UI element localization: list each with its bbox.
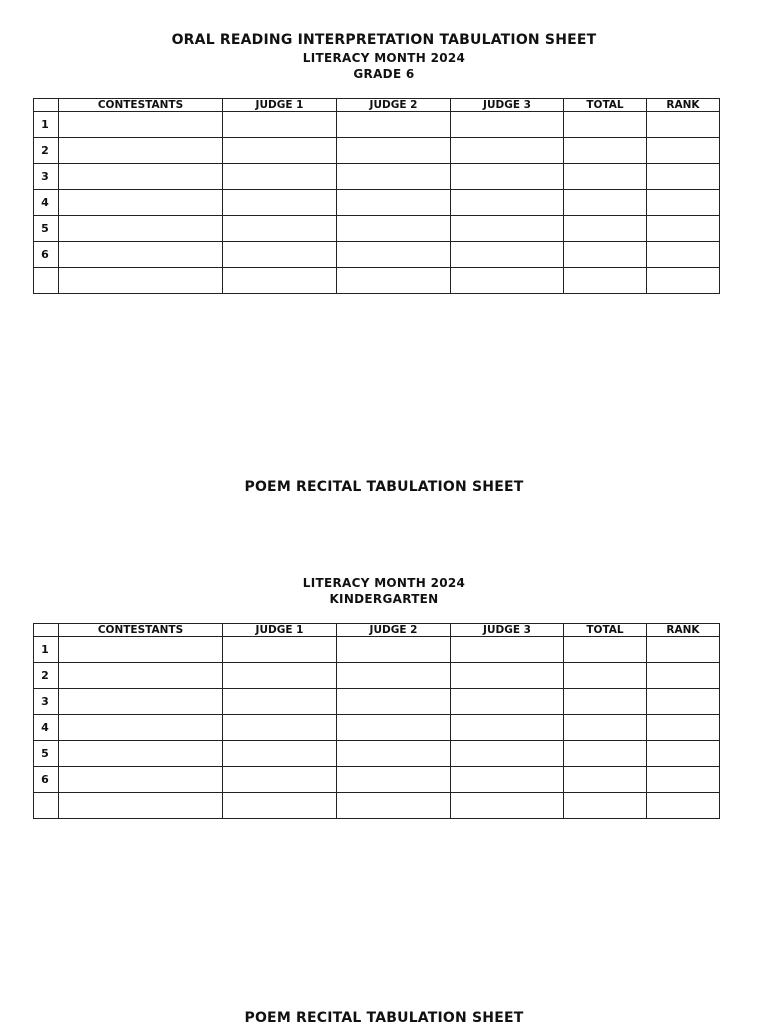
sheet-title-poem-recital-next: POEM RECITAL TABULATION SHEET xyxy=(244,1010,524,1026)
judge-2-cell[interactable] xyxy=(337,190,451,216)
table-row xyxy=(34,138,720,164)
judge-2-cell[interactable] xyxy=(337,112,451,138)
judge-1-cell[interactable] xyxy=(223,190,337,216)
header-rank: RANK xyxy=(647,99,720,112)
table-row xyxy=(34,268,720,294)
judge-3-cell[interactable] xyxy=(451,663,564,689)
grade-subtitle: GRADE 6 xyxy=(353,67,415,81)
judge-1-cell[interactable] xyxy=(223,112,337,138)
event-subtitle: LITERACY MONTH 2024 xyxy=(302,51,466,65)
total-cell[interactable] xyxy=(564,164,647,190)
judge-1-cell[interactable] xyxy=(223,216,337,242)
judge-2-cell[interactable] xyxy=(337,242,451,268)
judge-1-cell[interactable] xyxy=(223,715,337,741)
header-judge-2: JUDGE 2 xyxy=(337,99,451,112)
header-judge-3: JUDGE 3 xyxy=(451,99,564,112)
row-number: 5 xyxy=(34,216,59,242)
total-cell[interactable] xyxy=(564,112,647,138)
total-cell[interactable] xyxy=(564,715,647,741)
contestant-cell[interactable] xyxy=(59,663,223,689)
row-number xyxy=(34,268,59,294)
header-contestants: CONTESTANTS xyxy=(59,624,223,637)
rank-cell[interactable] xyxy=(647,741,720,767)
contestant-cell[interactable] xyxy=(59,112,223,138)
judge-3-cell[interactable] xyxy=(451,715,564,741)
judge-1-cell[interactable] xyxy=(223,741,337,767)
row-number: 2 xyxy=(34,138,59,164)
total-cell[interactable] xyxy=(564,138,647,164)
judge-2-cell[interactable] xyxy=(337,793,451,819)
total-cell[interactable] xyxy=(564,268,647,294)
table-row xyxy=(34,793,720,819)
judge-1-cell[interactable] xyxy=(223,268,337,294)
row-number: 3 xyxy=(34,164,59,190)
judge-3-cell[interactable] xyxy=(451,112,564,138)
row-number: 4 xyxy=(34,715,59,741)
contestant-cell[interactable] xyxy=(59,190,223,216)
total-cell[interactable] xyxy=(564,190,647,216)
judge-3-cell[interactable] xyxy=(451,637,564,663)
header-total: TOTAL xyxy=(564,99,647,112)
rank-cell[interactable] xyxy=(647,637,720,663)
row-number: 5 xyxy=(34,741,59,767)
judge-2-cell[interactable] xyxy=(337,689,451,715)
judge-2-cell[interactable] xyxy=(337,268,451,294)
judge-3-cell[interactable] xyxy=(451,268,564,294)
table-row xyxy=(34,715,720,741)
judge-3-cell[interactable] xyxy=(451,793,564,819)
header-judge-2: JUDGE 2 xyxy=(337,624,451,637)
contestant-cell[interactable] xyxy=(59,138,223,164)
rank-cell[interactable] xyxy=(647,112,720,138)
judge-3-cell[interactable] xyxy=(451,190,564,216)
judge-2-cell[interactable] xyxy=(337,741,451,767)
table-header-row xyxy=(34,624,720,637)
judge-1-cell[interactable] xyxy=(223,637,337,663)
table-row xyxy=(34,190,720,216)
judge-2-cell[interactable] xyxy=(337,216,451,242)
total-cell[interactable] xyxy=(564,767,647,793)
row-number xyxy=(34,793,59,819)
judge-1-cell[interactable] xyxy=(223,767,337,793)
table-row xyxy=(34,741,720,767)
judge-1-cell[interactable] xyxy=(223,793,337,819)
judge-3-cell[interactable] xyxy=(451,242,564,268)
rank-cell[interactable] xyxy=(647,689,720,715)
judge-3-cell[interactable] xyxy=(451,689,564,715)
judge-2-cell[interactable] xyxy=(337,164,451,190)
table-row xyxy=(34,663,720,689)
table-row xyxy=(34,689,720,715)
judge-2-cell[interactable] xyxy=(337,637,451,663)
table-row xyxy=(34,112,720,138)
table-row xyxy=(34,767,720,793)
rank-cell[interactable] xyxy=(647,793,720,819)
table-row xyxy=(34,242,720,268)
total-cell[interactable] xyxy=(564,637,647,663)
row-number: 6 xyxy=(34,242,59,268)
table-row xyxy=(34,164,720,190)
rank-cell[interactable] xyxy=(647,268,720,294)
rank-cell[interactable] xyxy=(647,242,720,268)
judge-3-cell[interactable] xyxy=(451,767,564,793)
tabulation-table-grade-6 xyxy=(33,98,720,294)
rank-cell[interactable] xyxy=(647,138,720,164)
grade-subtitle: KINDERGARTEN xyxy=(329,592,439,606)
header-judge-3: JUDGE 3 xyxy=(451,624,564,637)
contestant-cell[interactable] xyxy=(59,715,223,741)
event-subtitle: LITERACY MONTH 2024 xyxy=(302,576,466,590)
total-cell[interactable] xyxy=(564,216,647,242)
contestant-cell[interactable] xyxy=(59,741,223,767)
header-rank: RANK xyxy=(647,624,720,637)
contestant-cell[interactable] xyxy=(59,689,223,715)
sheet-title-oral-reading: ORAL READING INTERPRETATION TABULATION SHEET xyxy=(171,32,597,48)
judge-2-cell[interactable] xyxy=(337,715,451,741)
rank-cell[interactable] xyxy=(647,663,720,689)
contestant-cell[interactable] xyxy=(59,242,223,268)
judge-2-cell[interactable] xyxy=(337,663,451,689)
header-number xyxy=(34,99,59,112)
judge-1-cell[interactable] xyxy=(223,689,337,715)
tabulation-table-kindergarten xyxy=(33,623,720,819)
judge-1-cell[interactable] xyxy=(223,242,337,268)
rank-cell[interactable] xyxy=(647,164,720,190)
contestant-cell[interactable] xyxy=(59,164,223,190)
contestant-cell[interactable] xyxy=(59,637,223,663)
table-row xyxy=(34,637,720,663)
table-row xyxy=(34,216,720,242)
rank-cell[interactable] xyxy=(647,767,720,793)
total-cell[interactable] xyxy=(564,793,647,819)
rank-cell[interactable] xyxy=(647,190,720,216)
row-number: 2 xyxy=(34,663,59,689)
judge-1-cell[interactable] xyxy=(223,138,337,164)
judge-1-cell[interactable] xyxy=(223,663,337,689)
contestant-cell[interactable] xyxy=(59,793,223,819)
rank-cell[interactable] xyxy=(647,216,720,242)
total-cell[interactable] xyxy=(564,663,647,689)
row-number: 1 xyxy=(34,112,59,138)
table-header-row xyxy=(34,99,720,112)
contestant-cell[interactable] xyxy=(59,268,223,294)
row-number: 1 xyxy=(34,637,59,663)
row-number: 6 xyxy=(34,767,59,793)
total-cell[interactable] xyxy=(564,242,647,268)
sheet-title-poem-recital: POEM RECITAL TABULATION SHEET xyxy=(244,479,524,495)
contestant-cell[interactable] xyxy=(59,216,223,242)
header-contestants: CONTESTANTS xyxy=(59,99,223,112)
header-number xyxy=(34,624,59,637)
header-judge-1: JUDGE 1 xyxy=(223,99,337,112)
total-cell[interactable] xyxy=(564,741,647,767)
contestant-cell[interactable] xyxy=(59,767,223,793)
judge-3-cell[interactable] xyxy=(451,741,564,767)
rank-cell[interactable] xyxy=(647,715,720,741)
row-number: 4 xyxy=(34,190,59,216)
judge-2-cell[interactable] xyxy=(337,138,451,164)
row-number: 3 xyxy=(34,689,59,715)
header-judge-1: JUDGE 1 xyxy=(223,624,337,637)
header-total: TOTAL xyxy=(564,624,647,637)
judge-3-cell[interactable] xyxy=(451,216,564,242)
total-cell[interactable] xyxy=(564,689,647,715)
judge-3-cell[interactable] xyxy=(451,138,564,164)
judge-1-cell[interactable] xyxy=(223,164,337,190)
judge-3-cell[interactable] xyxy=(451,164,564,190)
judge-2-cell[interactable] xyxy=(337,767,451,793)
